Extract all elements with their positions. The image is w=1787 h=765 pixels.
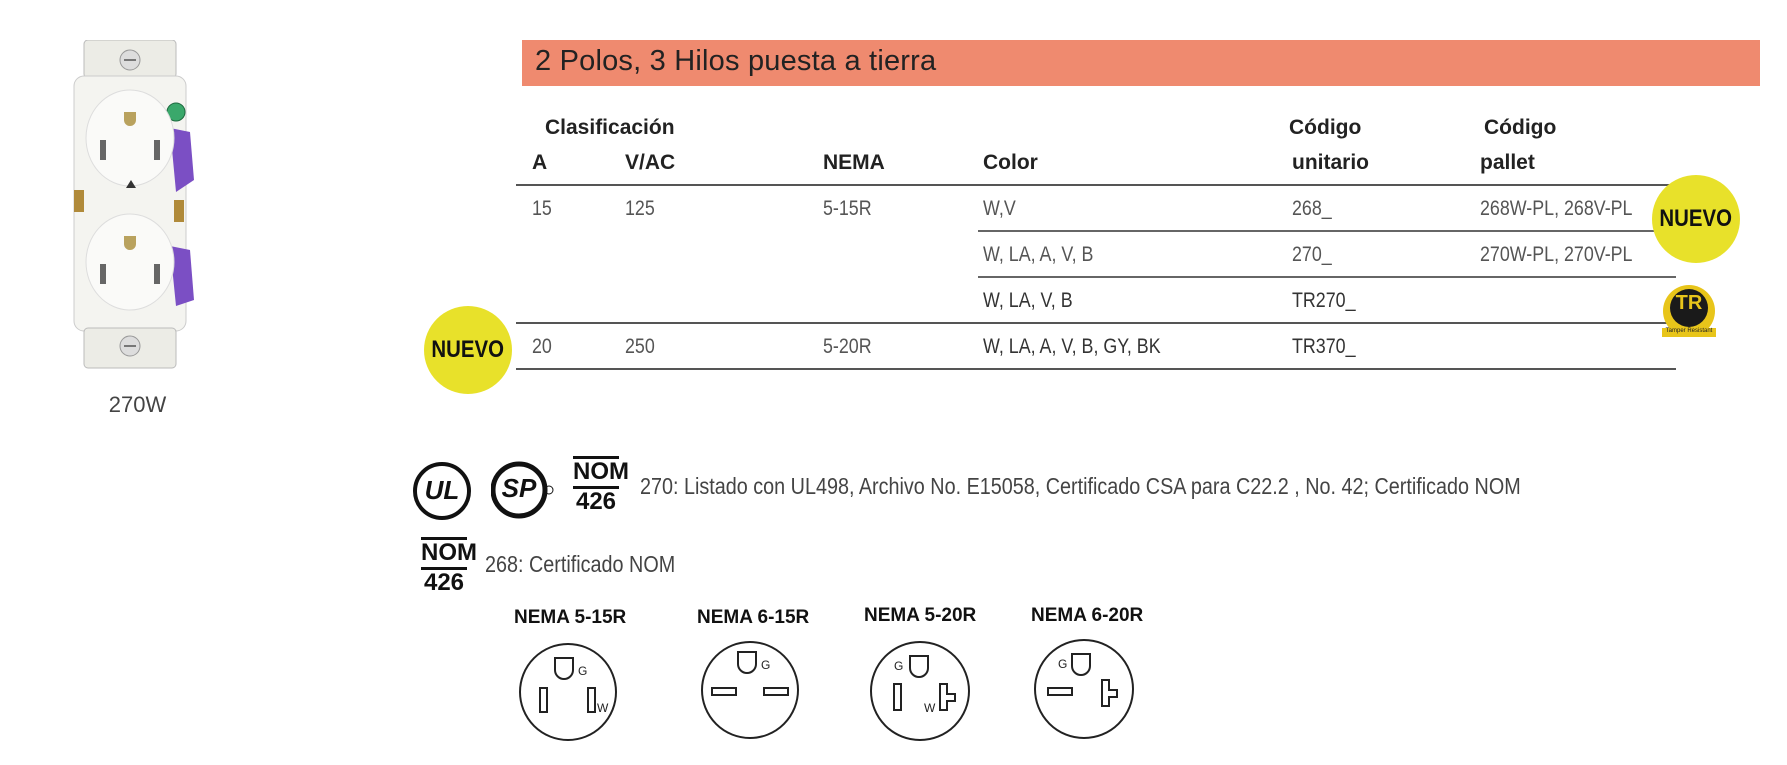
cell-unitario: 270_ (1292, 243, 1332, 266)
row-rule (516, 368, 1676, 370)
nom-top: NOM (421, 539, 477, 566)
cell-color: W, LA, A, V, B, GY, BK (983, 335, 1161, 358)
header-color: Color (983, 151, 1038, 174)
nuevo-badge-label: NUEVO (431, 336, 505, 363)
ul-listed-icon (413, 462, 471, 520)
nema-5-15r-diagram-icon (518, 640, 618, 749)
product-caption: 270W (108, 392, 167, 417)
header-rule (516, 184, 1676, 186)
cell-nema: 5-20R (823, 335, 872, 358)
cell-a: 15 (532, 197, 552, 220)
nom-426-icon (573, 456, 629, 515)
nuevo-badge (1652, 175, 1740, 263)
nema-5-20r-label: NEMA 5-20R (864, 605, 977, 626)
cell-a: 20 (532, 335, 552, 358)
nuevo-badge-label: NUEVO (1659, 205, 1733, 232)
nema-5-15r-label: NEMA 5-15R (514, 607, 627, 628)
nom-bottom: 426 (573, 486, 619, 514)
tamper-resistant-icon (1660, 284, 1718, 340)
cert-line-270: 270: Listado con UL498, Archivo No. E15058, Certificado CSA para C22.2 , No. 42; Certificado NOM (640, 473, 1521, 499)
nema-5-20r-diagram-icon (868, 638, 972, 749)
nema-6-20r-label: NEMA 6-20R (1031, 605, 1144, 626)
cell-pallet: 270W-PL, 270V-PL (1480, 243, 1633, 266)
csa-letters: SP (501, 473, 537, 503)
nema-6-20r-diagram-icon (1032, 636, 1136, 747)
cell-unitario: TR370_ (1292, 335, 1356, 358)
svg-text:G: G (894, 659, 904, 673)
header-codigo-unitario-2: unitario (1292, 151, 1369, 174)
svg-text:G: G (1058, 657, 1068, 671)
csa-certified-icon (491, 460, 555, 520)
nuevo-badge (424, 306, 512, 394)
svg-text:G: G (761, 658, 771, 672)
cell-nema: 5-15R (823, 197, 872, 220)
nema-6-15r-diagram-icon (700, 638, 800, 747)
cert-line-268: 268: Certificado NOM (485, 551, 676, 577)
tr-letters: TR (1675, 292, 1703, 314)
row-rule (516, 322, 1676, 324)
header-nema: NEMA (823, 151, 885, 174)
ul-letters: UL (424, 475, 460, 505)
cell-vac: 125 (625, 197, 655, 220)
cell-color: W, LA, V, B (983, 289, 1073, 312)
svg-text:W: W (597, 701, 609, 715)
cell-unitario: TR270_ (1292, 289, 1356, 312)
svg-text:G: G (578, 664, 588, 678)
cell-vac: 250 (625, 335, 655, 358)
cell-pallet: 268W-PL, 268V-PL (1480, 197, 1633, 220)
tr-caption: Tamper Resistant (1665, 328, 1713, 334)
cell-color: W, LA, A, V, B (983, 243, 1094, 266)
header-a: A (532, 151, 548, 174)
cell-color: W,V (983, 197, 1016, 220)
nom-426-icon (421, 537, 477, 596)
nema-6-15r-label: NEMA 6-15R (697, 607, 810, 628)
header-codigo-pallet-1: Código (1484, 116, 1557, 139)
header-codigo-pallet-2: pallet (1480, 151, 1535, 174)
nom-top: NOM (573, 458, 629, 485)
cell-unitario: 268_ (1292, 197, 1332, 220)
svg-text:W: W (924, 701, 936, 715)
row-rule (978, 276, 1676, 278)
nom-bottom: 426 (421, 567, 467, 595)
row-rule (978, 230, 1676, 232)
product-image (72, 40, 197, 370)
header-clasificacion: Clasificación (545, 116, 675, 139)
header-vac: V/AC (625, 151, 676, 174)
section-title: 2 Polos, 3 Hilos puesta a tierra (535, 45, 937, 77)
header-codigo-unitario-1: Código (1289, 116, 1362, 139)
